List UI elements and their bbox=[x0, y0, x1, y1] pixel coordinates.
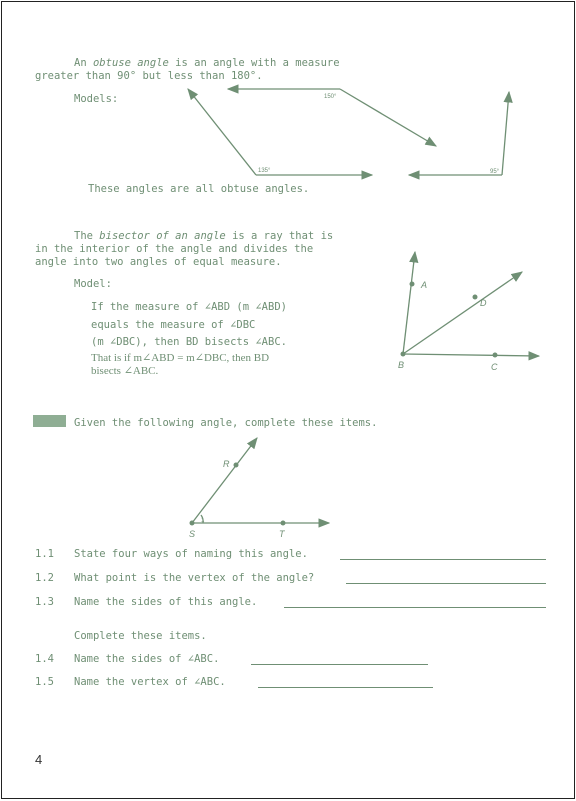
bisector-rule-line3: (m ∠DBC), then BD bisects ∠ABC. bbox=[91, 336, 287, 348]
answer-line[interactable] bbox=[251, 664, 428, 665]
model-label: Model: bbox=[74, 278, 112, 290]
item-number: 1.5 bbox=[35, 676, 54, 688]
bisector-rule-line2: equals the measure of ∠DBC bbox=[91, 319, 256, 331]
bisector-definition-line1 bbox=[74, 231, 333, 242]
angle-label: 95° bbox=[490, 169, 500, 175]
label-s: S bbox=[189, 529, 196, 539]
point-t bbox=[281, 521, 286, 526]
point-c bbox=[493, 353, 498, 358]
item-number: 1.3 bbox=[35, 596, 54, 608]
ray-bc bbox=[403, 354, 539, 356]
ray bbox=[188, 89, 256, 175]
label-t: T bbox=[279, 529, 285, 539]
ray-sr bbox=[192, 438, 257, 523]
label-c: C bbox=[491, 362, 498, 372]
answer-line[interactable] bbox=[340, 559, 546, 560]
text-fragment: is an angle with a measure bbox=[175, 57, 340, 69]
bisector-definition-line3: angle into two angles of equal measure. bbox=[35, 256, 282, 268]
item-number: 1.4 bbox=[35, 653, 54, 665]
answer-line[interactable] bbox=[258, 687, 433, 688]
point-a bbox=[410, 282, 415, 287]
worksheet-page bbox=[1, 1, 575, 799]
label-r: R bbox=[223, 459, 230, 469]
answer-line[interactable] bbox=[346, 583, 546, 584]
angle-mark: 1 bbox=[201, 518, 205, 524]
point-d bbox=[473, 295, 478, 300]
answer-line[interactable] bbox=[284, 607, 546, 608]
text-fragment: is a ray that is bbox=[232, 230, 334, 242]
item-question: Name the vertex of ∠ABC. bbox=[74, 676, 226, 688]
item-question: State four ways of naming this angle. bbox=[74, 548, 308, 560]
text-fragment: The bbox=[74, 230, 93, 242]
angle-label: 135° bbox=[258, 168, 271, 174]
point-b bbox=[401, 352, 406, 357]
bisector-definition-line2: in the interior of the angle and divides the bbox=[35, 243, 314, 255]
bisector-rule-line4: That is if m∠ABD = m∠DBC, then BD bbox=[91, 352, 270, 364]
models-label: Models: bbox=[74, 93, 119, 105]
exercise-instruction: Given the following angle, complete these items. bbox=[74, 417, 378, 429]
obtuse-definition-line2: greater than 90° but less than 180°. bbox=[35, 70, 263, 82]
label-b: B bbox=[398, 360, 405, 370]
point-s bbox=[190, 521, 195, 526]
ray bbox=[502, 92, 509, 175]
item-question: Name the sides of ∠ABC. bbox=[74, 653, 220, 665]
item-question: Name the sides of this angle. bbox=[74, 596, 258, 608]
bisector-rule-line5: bisects ∠ABC. bbox=[91, 365, 159, 377]
label-d: D bbox=[480, 298, 487, 308]
term-obtuse-angle: obtuse angle bbox=[92, 57, 169, 69]
bisector-rule-line1: If the measure of ∠ABD (m ∠ABD) bbox=[91, 301, 287, 313]
point-r bbox=[234, 463, 239, 468]
term-bisector: bisector of an angle bbox=[99, 230, 226, 242]
section-marker-bar bbox=[33, 415, 66, 427]
ray-ba bbox=[403, 252, 415, 354]
label-a: A bbox=[421, 280, 428, 290]
obtuse-caption: These angles are all obtuse angles. bbox=[88, 183, 310, 195]
complete-label: Complete these items. bbox=[74, 630, 207, 642]
item-question: What point is the vertex of the angle? bbox=[74, 572, 315, 584]
ray bbox=[340, 89, 436, 146]
item-number: 1.2 bbox=[35, 572, 54, 584]
item-number: 1.1 bbox=[35, 548, 54, 560]
page-number: 4 bbox=[35, 752, 43, 767]
angle-label: 150° bbox=[324, 94, 337, 100]
text-fragment: An bbox=[74, 57, 87, 69]
